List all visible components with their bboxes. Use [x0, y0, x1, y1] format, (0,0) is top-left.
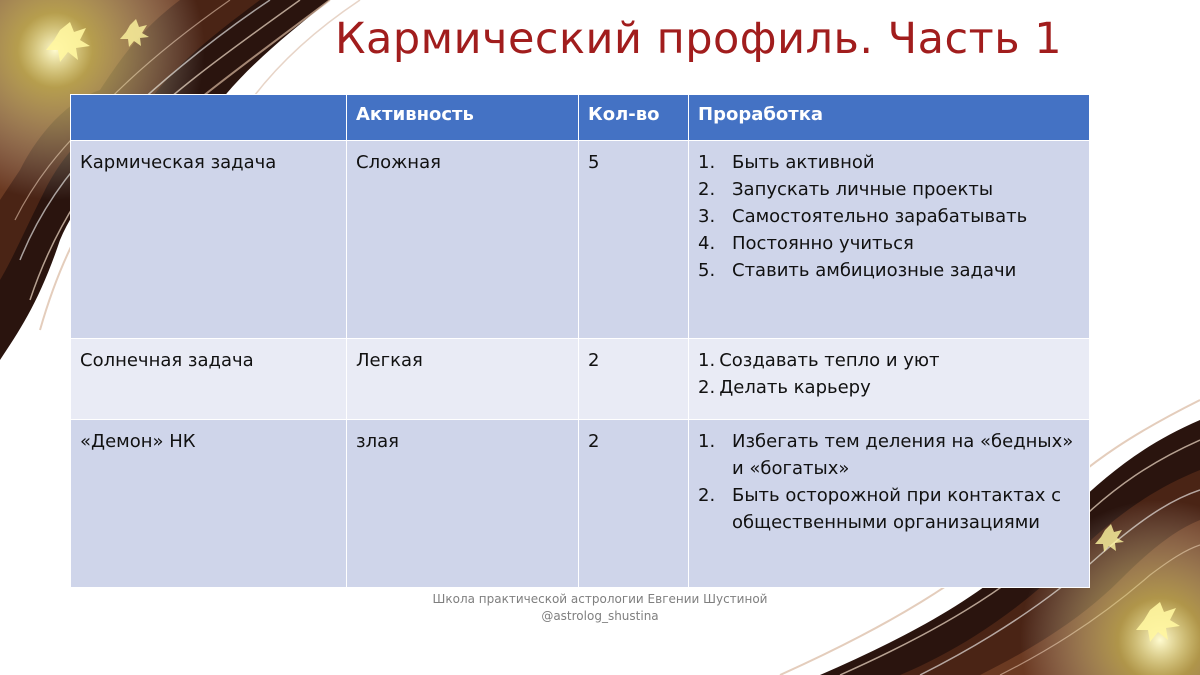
row-activity-cell: злая [347, 420, 579, 588]
row-count-cell: 2 [579, 420, 689, 588]
list-number: 1. [698, 152, 716, 173]
row-workout-cell [689, 420, 1090, 588]
list-number: 1. [698, 350, 716, 371]
row-workout-cell [689, 339, 1090, 420]
list-number: 1. [698, 431, 716, 452]
list-item [698, 428, 1080, 482]
header-cell-activity: Активность [347, 95, 579, 141]
row-workout-cell [689, 141, 1090, 339]
list-item [698, 230, 1080, 257]
list-number: 4. [698, 233, 716, 254]
list-text: Создавать тепло и уют [719, 350, 940, 371]
karmic-profile-table [70, 94, 1090, 588]
row-name-cell: Кармическая задача [71, 141, 347, 339]
list-number: 2. [698, 377, 716, 398]
table-row [71, 141, 1090, 339]
list-number: 2. [698, 485, 716, 506]
row-activity-cell: Сложная [347, 141, 579, 339]
list-item [698, 176, 1080, 203]
list-item [698, 257, 1080, 284]
row-name-cell: Солнечная задача [71, 339, 347, 420]
row-activity-cell: Легкая [347, 339, 579, 420]
footer-handle: @astrolog_shustina [541, 609, 659, 623]
row-count-cell: 2 [579, 339, 689, 420]
workout-list [698, 428, 1080, 536]
list-text: Быть осторожной при контактах с общественными организациями [732, 485, 1062, 533]
list-item [698, 203, 1080, 230]
table-row [71, 420, 1090, 588]
list-number: 5. [698, 260, 716, 281]
list-text: Быть активной [732, 152, 875, 173]
list-text: Самостоятельно зарабатывать [732, 206, 1028, 227]
list-number: 3. [698, 206, 716, 227]
list-text: Постоянно учиться [732, 233, 914, 254]
list-item [698, 482, 1080, 536]
list-item [698, 347, 1080, 374]
header-cell-count: Кол-во [579, 95, 689, 141]
header-cell-workout: Проработка [689, 95, 1090, 141]
list-text: Запускать личные проекты [732, 179, 994, 200]
list-text: Делать карьеру [719, 377, 871, 398]
workout-list [698, 149, 1080, 284]
footer-school-name: Школа практической астрологии Евгении Шустиной [432, 592, 768, 606]
list-text: Ставить амбициозные задачи [732, 260, 1017, 281]
list-item [698, 374, 1080, 401]
slide-footer [400, 591, 800, 625]
row-count-cell: 5 [579, 141, 689, 339]
table-header-row [71, 95, 1090, 141]
slide-title: Кармический профиль. Часть 1 [335, 14, 1063, 64]
table-row [71, 339, 1090, 420]
list-text: Избегать тем деления на «бедных» и «богатых» [732, 431, 1074, 479]
row-name-cell: «Демон» НК [71, 420, 347, 588]
list-number: 2. [698, 179, 716, 200]
list-item [698, 149, 1080, 176]
workout-list [698, 347, 1080, 401]
header-cell-empty [71, 95, 347, 141]
